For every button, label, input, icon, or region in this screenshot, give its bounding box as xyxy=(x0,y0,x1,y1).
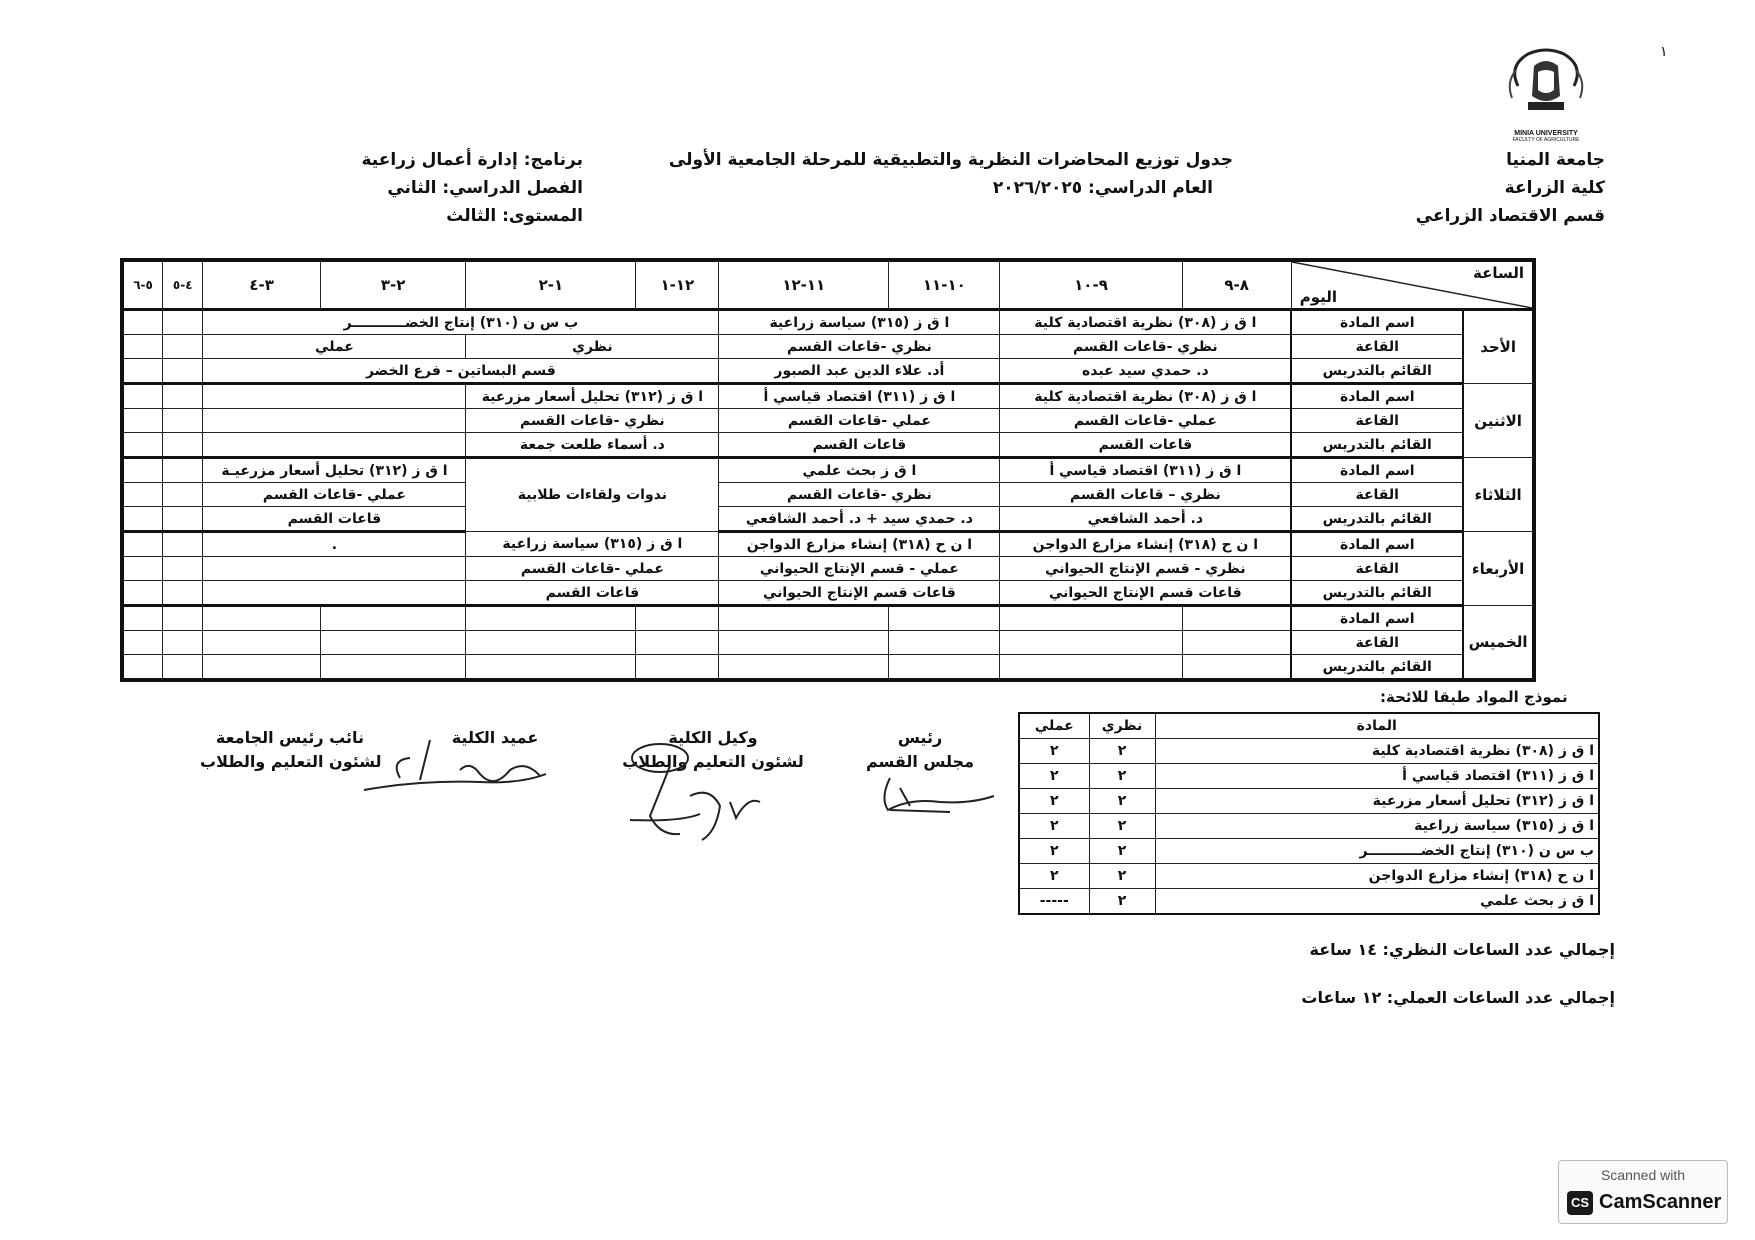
row-label-room: القاعة xyxy=(1291,631,1463,655)
empty-cell xyxy=(163,384,203,409)
subject-name: ا ق ز (٣١٥) سياسة زراعية xyxy=(1155,814,1599,839)
empty-cell xyxy=(163,335,203,359)
wednesday-slot2-teacher: قاعات قسم الإنتاج الحيواني xyxy=(719,581,1000,606)
empty-cell xyxy=(122,557,163,581)
empty-cell xyxy=(466,631,636,655)
wednesday-slot2-subject: ا ن ح (٣١٨) إنشاء مزارع الدواجن xyxy=(719,532,1000,557)
empty-cell xyxy=(203,655,320,681)
row-label-subject: اسم المادة xyxy=(1291,606,1463,631)
empty-cell xyxy=(1000,631,1182,655)
schedule-header-row xyxy=(122,260,1534,310)
university-logo xyxy=(1498,46,1594,146)
subject-name: ا ن ح (٣١٨) إنشاء مزارع الدواجن xyxy=(1155,864,1599,889)
subject-practical: ٢ xyxy=(1019,789,1089,814)
sunday-slot1-room: نظري -قاعات القسم xyxy=(1000,335,1291,359)
monday-room-row xyxy=(122,409,1534,433)
sunday-slot3-subject: ب س ن (٣١٠) إنتاج الخضـــــــــــر xyxy=(203,310,719,335)
tuesday-seminars: ندوات ولقاءات طلابية xyxy=(466,458,719,532)
time-slot: ١-٢ xyxy=(466,260,636,310)
empty-cell xyxy=(320,631,466,655)
empty-cell xyxy=(889,606,1000,631)
empty-cell xyxy=(1000,655,1182,681)
empty-cell xyxy=(122,581,163,606)
monday-slot2-teacher: قاعات القسم xyxy=(719,433,1000,458)
subject-practical: ٢ xyxy=(1019,864,1089,889)
sunday-slot1-teacher: د. حمدي سيد عبده xyxy=(1000,359,1291,384)
subject-row xyxy=(1019,789,1599,814)
vice-dean-signature-icon xyxy=(620,736,770,856)
camscanner-logo-icon: CS xyxy=(1567,1191,1593,1215)
empty-cell xyxy=(122,483,163,507)
empty-cell xyxy=(203,631,320,655)
row-label-subject: اسم المادة xyxy=(1291,384,1463,409)
subject-theory: ٢ xyxy=(1089,764,1155,789)
time-slot: ٩-١٠ xyxy=(1000,260,1182,310)
dean-signature-icon xyxy=(360,730,550,800)
program-name: برنامج: إدارة أعمال زراعية xyxy=(361,150,583,170)
empty-cell xyxy=(163,532,203,557)
empty-cell xyxy=(163,655,203,681)
wednesday-slot3-subject: ا ق ز (٣١٥) سياسة زراعية xyxy=(466,532,719,557)
empty-cell xyxy=(889,631,1000,655)
header-program xyxy=(362,146,584,230)
sunday-slot2-teacher: أد. علاء الدين عبد الصبور xyxy=(719,359,1000,384)
empty-cell xyxy=(122,507,163,532)
camscanner-name: CamScanner xyxy=(1599,1191,1722,1213)
empty-cell xyxy=(122,631,163,655)
empty-cell xyxy=(122,359,163,384)
tuesday-slot2-subject: ا ق ز بحث علمي xyxy=(719,458,1000,483)
subject-theory: ٢ xyxy=(1089,739,1155,764)
monday-slot3-room: نظري -قاعات القسم xyxy=(466,409,719,433)
subject-theory: ٢ xyxy=(1089,864,1155,889)
row-label-subject: اسم المادة xyxy=(1291,532,1463,557)
tuesday-slot1-subject: ا ق ز (٣١١) اقتصاد قياسي أ xyxy=(1000,458,1291,483)
total-practical-hours: إجمالي عدد الساعات العملي: ١٢ ساعات xyxy=(1301,988,1615,1007)
subject-theory: ٢ xyxy=(1089,839,1155,864)
sunday-slot3-room-theory: نظري xyxy=(466,335,719,359)
wednesday-slot1-room: نظري - قسم الإنتاج الحيواني xyxy=(1000,557,1291,581)
empty-cell xyxy=(203,557,466,581)
empty-cell xyxy=(889,655,1000,681)
empty-cell xyxy=(719,631,889,655)
row-label-room: القاعة xyxy=(1291,409,1463,433)
subject-row xyxy=(1019,889,1599,915)
level: المستوى: الثالث xyxy=(446,206,583,226)
monday-slot3-teacher: د. أسماء طلعت جمعة xyxy=(466,433,719,458)
day-thursday: الخميس xyxy=(1463,606,1534,681)
empty-cell xyxy=(122,409,163,433)
subjects-header-theory: نظري xyxy=(1089,713,1155,739)
university-name: جامعة المنيا xyxy=(1506,150,1605,170)
subject-theory: ٢ xyxy=(1089,789,1155,814)
wednesday-room-row xyxy=(122,557,1534,581)
subject-practical: ٢ xyxy=(1019,839,1089,864)
subject-practical: ----- xyxy=(1019,889,1089,915)
corner-time-label: الساعة xyxy=(1472,264,1524,282)
empty-cell xyxy=(163,458,203,483)
sunday-slot1-subject: ا ق ز (٣٠٨) نظرية اقتصادية كلية xyxy=(1000,310,1291,335)
time-slot: ١٠-١١ xyxy=(889,260,1000,310)
empty-cell xyxy=(122,384,163,409)
empty-cell xyxy=(122,433,163,458)
minia-university-logo-icon xyxy=(1498,46,1594,126)
empty-cell xyxy=(203,606,320,631)
empty-cell xyxy=(163,409,203,433)
empty-cell xyxy=(163,483,203,507)
empty-cell xyxy=(203,384,466,409)
monday-slot2-subject: ا ق ز (٣١١) اقتصاد قياسي أ xyxy=(719,384,1000,409)
empty-cell xyxy=(122,458,163,483)
wednesday-slot3-teacher: قاعات القسم xyxy=(466,581,719,606)
subject-practical: ٢ xyxy=(1019,739,1089,764)
row-label-teacher: القائم بالتدريس xyxy=(1291,359,1463,384)
row-label-room: القاعة xyxy=(1291,335,1463,359)
row-label-subject: اسم المادة xyxy=(1291,458,1463,483)
empty-cell xyxy=(163,581,203,606)
subjects-table-title: نموذج المواد طبقا للائحة: xyxy=(1380,688,1568,706)
subjects-table xyxy=(1018,712,1600,915)
semester: الفصل الدراسي: الثاني xyxy=(387,178,583,198)
tuesday-slot2-teacher: د. حمدي سيد + د. أحمد الشافعي xyxy=(719,507,1000,532)
subject-theory: ٢ xyxy=(1089,889,1155,915)
time-slot: ١٢-١ xyxy=(636,260,719,310)
empty-cell xyxy=(163,507,203,532)
subject-practical: ٢ xyxy=(1019,814,1089,839)
tuesday-slot2-room: نظري -قاعات القسم xyxy=(719,483,1000,507)
day-tuesday: الثلاثاء xyxy=(1463,458,1534,532)
empty-cell xyxy=(163,310,203,335)
day-sunday: الأحد xyxy=(1463,310,1534,384)
monday-slot1-room: عملي -قاعات القسم xyxy=(1000,409,1291,433)
subject-practical: ٢ xyxy=(1019,764,1089,789)
empty-cell xyxy=(203,581,466,606)
dept-head-signature-icon xyxy=(870,768,1000,818)
vp-title-1: نائب رئيس الجامعة xyxy=(215,728,365,747)
time-slot: ٥-٦ xyxy=(122,260,163,310)
day-monday: الاثنين xyxy=(1463,384,1534,458)
sunday-slot3-teacher: قسم البساتين – فرع الخضر xyxy=(203,359,719,384)
empty-cell xyxy=(636,606,719,631)
row-label-teacher: القائم بالتدريس xyxy=(1291,581,1463,606)
sunday-name-row xyxy=(122,310,1534,335)
empty-cell xyxy=(163,631,203,655)
thursday-room-row xyxy=(122,631,1534,655)
subject-name: ب س ن (٣١٠) إنتاج الخضـــــــــــر xyxy=(1155,839,1599,864)
thursday-name-row xyxy=(122,606,1534,631)
corner-cell xyxy=(1291,260,1534,310)
total-theory-hours: إجمالي عدد الساعات النظري: ١٤ ساعة xyxy=(1309,940,1615,959)
empty-cell xyxy=(719,606,889,631)
empty-cell xyxy=(122,335,163,359)
department-name: قسم الاقتصاد الزراعي xyxy=(1415,206,1605,226)
empty-cell xyxy=(320,606,466,631)
time-slot: ٨-٩ xyxy=(1182,260,1291,310)
subject-row xyxy=(1019,739,1599,764)
wednesday-teacher-row xyxy=(122,581,1534,606)
sunday-room-row xyxy=(122,335,1534,359)
subject-row xyxy=(1019,839,1599,864)
tuesday-slot4-room: عملي -قاعات القسم xyxy=(203,483,466,507)
empty-cell xyxy=(636,655,719,681)
empty-cell xyxy=(163,557,203,581)
page-number: ١ xyxy=(1660,44,1668,60)
monday-slot2-room: عملي -قاعات القسم xyxy=(719,409,1000,433)
academic-year: العام الدراسي: ٢٠٢٦/٢٠٢٥ xyxy=(992,178,1213,198)
sunday-slot2-subject: ا ق ز (٣١٥) سياسة زراعية xyxy=(719,310,1000,335)
empty-cell xyxy=(466,655,636,681)
thursday-teacher-row xyxy=(122,655,1534,681)
empty-cell xyxy=(122,310,163,335)
empty-cell xyxy=(320,655,466,681)
tuesday-slot4-subject: ا ق ز (٣١٢) تحليل أسعار مزرعيـة xyxy=(203,458,466,483)
empty-cell xyxy=(163,606,203,631)
row-label-teacher: القائم بالتدريس xyxy=(1291,655,1463,681)
monday-slot1-teacher: قاعات القسم xyxy=(1000,433,1291,458)
dept-head-title-1: رئيس xyxy=(897,728,943,747)
time-slot: ٢-٣ xyxy=(320,260,466,310)
empty-cell xyxy=(1000,606,1182,631)
empty-cell xyxy=(122,655,163,681)
dept-head-signature-block xyxy=(860,726,980,774)
subjects-header-practical: عملي xyxy=(1019,713,1089,739)
camscanner-badge xyxy=(1558,1160,1728,1224)
subject-name: ا ق ز (٣١٢) تحليل أسعار مزرعية xyxy=(1155,789,1599,814)
tuesday-slot1-room: نظري – قاعات القسم xyxy=(1000,483,1291,507)
header-title xyxy=(669,146,1233,202)
time-slot: ٣-٤ xyxy=(203,260,320,310)
time-slot: ٤-٥ xyxy=(163,260,203,310)
monday-teacher-row xyxy=(122,433,1534,458)
empty-cell xyxy=(163,359,203,384)
wednesday-slot1-teacher: قاعات قسم الإنتاج الحيواني xyxy=(1000,581,1291,606)
subject-row xyxy=(1019,764,1599,789)
faculty-name: كلية الزراعة xyxy=(1504,178,1605,198)
vice-dean-title-2: لشئون التعليم والطلاب xyxy=(622,752,804,771)
header-university xyxy=(1416,146,1605,230)
logo-text-2: FACULTY OF AGRICULTURE xyxy=(1512,137,1580,143)
row-label-subject: اسم المادة xyxy=(1291,310,1463,335)
dept-head-title-2: مجلس القسم xyxy=(866,752,974,771)
monday-slot3-subject: ا ق ز (٣١٢) تحليل أسعار مزرعية xyxy=(466,384,719,409)
subjects-header-name: المادة xyxy=(1155,713,1599,739)
wednesday-slot1-subject: ا ن ح (٣١٨) إنشاء مزارع الدواجن xyxy=(1000,532,1291,557)
empty-cell xyxy=(122,606,163,631)
vice-dean-title-1: وكيل الكلية xyxy=(668,728,758,747)
empty-cell xyxy=(1182,631,1291,655)
time-slot: ١١-١٢ xyxy=(719,260,889,310)
wednesday-slot2-room: عملي - قسم الإنتاج الحيواني xyxy=(719,557,1000,581)
row-label-room: القاعة xyxy=(1291,483,1463,507)
row-label-teacher: القائم بالتدريس xyxy=(1291,507,1463,532)
sunday-slot3-room-practical: عملي xyxy=(203,335,466,359)
dean-title: عميد الكلية xyxy=(451,728,539,747)
subject-name: ا ق ز (٣٠٨) نظرية اقتصادية كلية xyxy=(1155,739,1599,764)
empty-cell xyxy=(203,409,466,433)
document-title: جدول توزيع المحاضرات النظرية والتطبيقية للمرحلة الجامعية الأولى xyxy=(668,150,1233,170)
schedule-table xyxy=(120,258,1536,682)
wednesday-slot3-room: عملي -قاعات القسم xyxy=(466,557,719,581)
logo-text-1: MINIA UNIVERSITY xyxy=(1514,130,1578,137)
camscanner-caption: Scanned with xyxy=(1600,1167,1686,1183)
empty-cell xyxy=(466,606,636,631)
vp-signature-block xyxy=(200,726,380,774)
empty-cell xyxy=(203,433,466,458)
sunday-teacher-row xyxy=(122,359,1534,384)
subjects-header-row xyxy=(1019,713,1599,739)
subject-row xyxy=(1019,864,1599,889)
monday-slot1-subject: ا ق ز (٣٠٨) نظرية اقتصادية كلية xyxy=(1000,384,1291,409)
subject-row xyxy=(1019,814,1599,839)
wednesday-dot: . xyxy=(203,532,466,557)
wednesday-name-row xyxy=(122,532,1534,557)
empty-cell xyxy=(1182,606,1291,631)
subject-name: ا ق ز (٣١١) اقتصاد قياسي أ xyxy=(1155,764,1599,789)
empty-cell xyxy=(1182,655,1291,681)
monday-name-row xyxy=(122,384,1534,409)
empty-cell xyxy=(719,655,889,681)
tuesday-slot1-teacher: د. أحمد الشافعي xyxy=(1000,507,1291,532)
empty-cell xyxy=(122,532,163,557)
tuesday-slot4-teacher: قاعات القسم xyxy=(203,507,466,532)
subject-name: ا ق ز بحث علمي xyxy=(1155,889,1599,915)
row-label-room: القاعة xyxy=(1291,557,1463,581)
empty-cell xyxy=(163,433,203,458)
subject-theory: ٢ xyxy=(1089,814,1155,839)
empty-cell xyxy=(636,631,719,655)
corner-day-label: اليوم xyxy=(1299,288,1338,306)
tuesday-name-row xyxy=(122,458,1534,483)
row-label-teacher: القائم بالتدريس xyxy=(1291,433,1463,458)
tuesday-room-row xyxy=(122,483,1534,507)
vp-title-2: لشئون التعليم والطلاب xyxy=(200,752,382,771)
tuesday-teacher-row xyxy=(122,507,1534,532)
day-wednesday: الأربعاء xyxy=(1463,532,1534,606)
sunday-slot2-room: نظري -قاعات القسم xyxy=(719,335,1000,359)
